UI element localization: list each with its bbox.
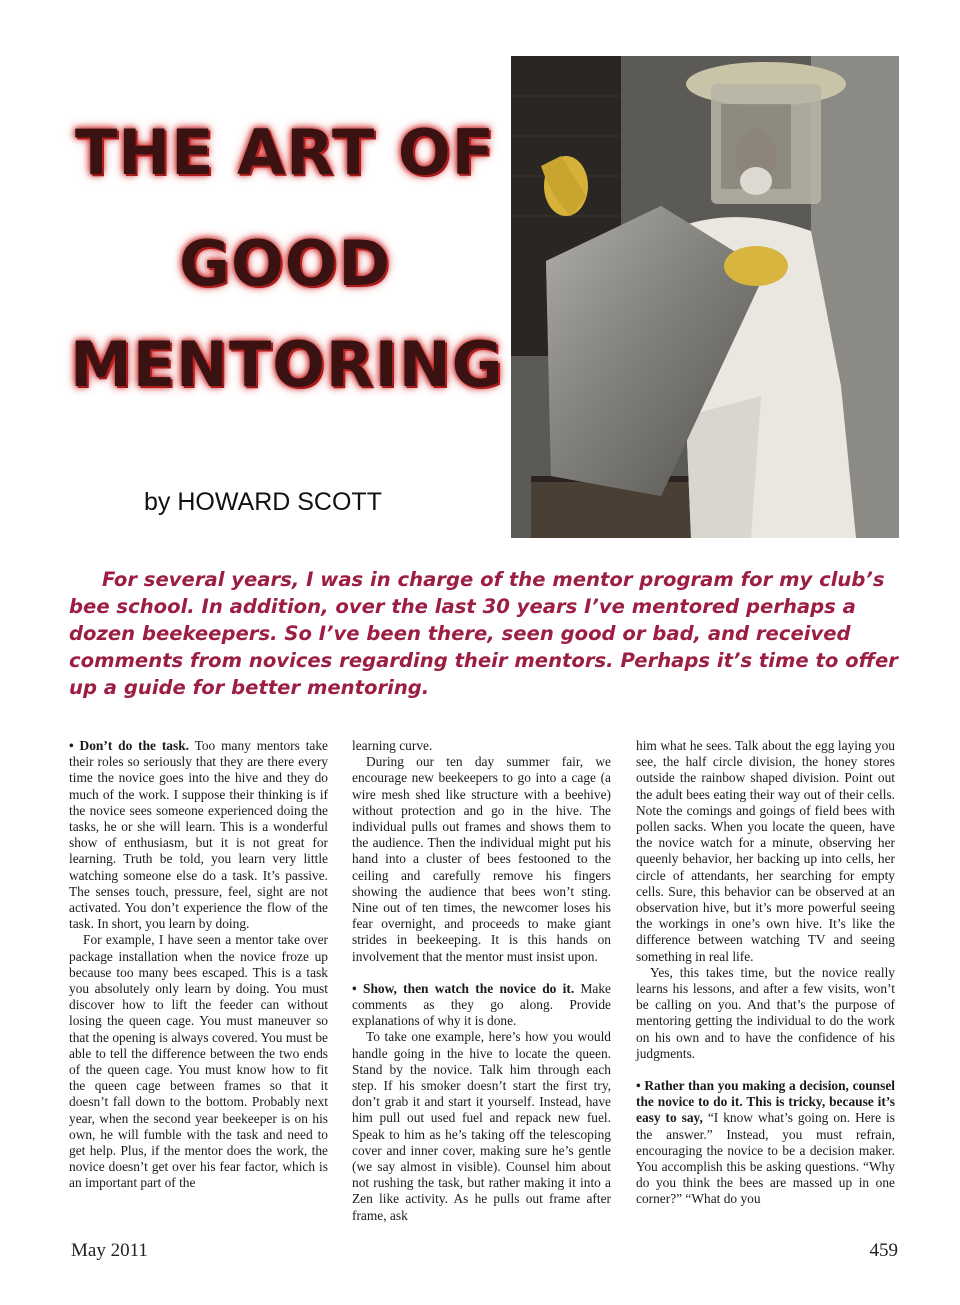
title-line-2: GOOD [179,227,391,300]
col1-paragraph-2: For example, I have seen a mentor take over package installation when the novice froze up because too many bees escaped. This is a task you absolutely only learn by doing. You must discover how to lift the feeder can without losing the queen cage. You must maneuver so that the opening is always covered. You must be able to tell the difference between the two ends of the queen cage. You must know how to fit the queen cage between frames so that it doesn’t fall down to the bottom. Probably next year, when the second year beekeeper is on his own, he will fumble with the task and need to get help. Plus, if the mentor does the work, the novice doesn’t get over his fear factor, which is an important part of the [69,932,328,1191]
title-line-3: MENTORING [70,328,504,401]
col2-paragraph-3 [352,981,611,1030]
title-art [70,56,504,536]
col3-paragraph-2: Yes, this takes time, but the novice really learns his lessons, and after a few visits, won’t be calling on you. And that’s the purpose of mentoring getting the individual to do the work on his own and to have the confidence of his judgments. [636,964,895,1061]
issue-date: May 2011 [71,1240,148,1261]
col2-paragraph-1: learning curve. [352,738,433,753]
col2-paragraph-2: During our ten day summer fair, we encourage new beekeepers to go into a cage (a wire mesh shed like structure with a beehive) without protection and go in the hive. The individual pulls out frames and shows them to the audience. Then the individual might put his hand into a cluster of bees festooned to the ceiling and carefully remove his fingers showing the audience that bees won’t sting. Nine out of ten times, the newcomer loses his fear overnight, and proceeds to make giant strides in beekeeping. It is this hands on involvement that the mentor must insist upon. [352,754,611,964]
text-column-3 [636,738,895,1208]
col3-paragraph-1: him what he sees. Talk about the egg laying you see, the half circle division, the honey stores outside the rainbow shaped division. Point out the adult bees eating their way out of their cells. Note the comings and goings of field bees with pollen sacks. When you locate the queen, have the novice watch for a minute, observing her queenly behavior, her backing up into cells, her circle of attendants, her searching for empty cells. Sure, this behavior can be observed at an observation hive, but it’s more powerful seeing the workings in one’s own hive. It’s like the difference between watching TV and seeing something in real life. [636,738,895,964]
title-line-1: THE ART OF [75,116,495,189]
col2-paragraph-4: To take one example, here’s how you would handle going in the hive to locate the queen. Stand by the novice. Talk him through each step. If his smoker doesn’t start the first try, don’t grab it and start it yourself. Instead, have him pull out used fuel and repack new fuel. Speak to him as he’s taking off the telescoping cover and inner cover, making sure he’s gentle (we say almost in visible). Counsel him about not rushing the task, but rather making it into a Zen like activity. As he pulls out frame after frame, ask [352,1029,611,1223]
col3-paragraph-3 [636,1078,895,1208]
col1-p1-text: Too many mentors take their roles so seriously that they are there every time the novice goes into the hive and they do much of the work. I suppose their thinking is if the novice sees someone experienced doing the tasks, he or she will learn. This is a wonderful show of enthusiasm, but it is not great for learning. Truth be told, you learn very little watching someone else do a task. It’s passive. The senses touch, pressure, feel, sight are not activated. You don’t experience the flow of the task. In short, you learn by doing. [69,738,328,932]
heading-dont-do-task: • Don’t do the task. [69,738,189,753]
heading-counsel-novice: • Rather than you making a decision, counsel the novice to do it. This is tricky, because it’s easy to say, [636,1078,895,1126]
beekeeper-photo [511,56,899,538]
page-number: 459 [869,1240,898,1261]
text-column-2 [352,738,611,1224]
lead-paragraph: For several years, I was in charge of the mentor program for my club’s bee school. In addition, over the last 30 years I’ve mentored perhaps a dozen beekeepers. So I’ve been there, seen good or bad, and received comments from novices regarding their mentors. Perhaps it’s time to offer up a guide for better mentoring. [69,568,898,699]
col2-p3-text: Make comments as they go along. Provide explanations of why it is done. [352,980,612,1029]
text-column-1 [69,738,328,1192]
col3-p3-text: “I know what’s going on. Here is the answer.” Instead, you must refrain, encouraging the novice to be a decision maker. You accomplish this be asking questions. “Why do you think the bees are massed up in one corner?” “What do you [636,1110,895,1207]
beekeeper-illustration [511,56,899,538]
heading-show-then-watch: • Show, then watch the novice do it. [352,980,575,996]
col1-paragraph-1 [69,738,328,932]
author-byline: by HOWARD SCOTT [144,488,382,516]
